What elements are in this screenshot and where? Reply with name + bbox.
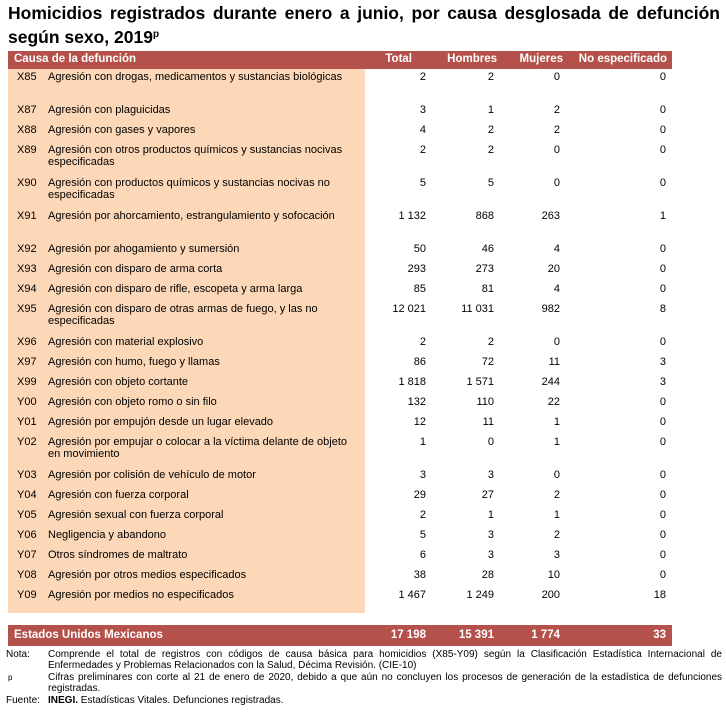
cause-code: Y07	[17, 549, 37, 561]
footer-total: 17 198	[390, 629, 426, 641]
no-especificado-value: 1	[659, 210, 666, 222]
cause-code: Y05	[17, 509, 37, 521]
mujeres-value: 200	[541, 589, 560, 601]
total-value: 1 132	[398, 210, 426, 222]
col-header-no-especificado: No especificado	[578, 53, 667, 65]
total-value: 4	[419, 124, 426, 136]
hombres-value: 2	[487, 71, 494, 83]
no-especificado-value: 0	[659, 283, 666, 295]
mujeres-value: 2	[553, 104, 560, 116]
cause-code: Y01	[17, 416, 37, 428]
table-row	[8, 487, 672, 507]
source-label: Fuente:	[6, 695, 40, 706]
table-row	[8, 414, 672, 434]
cause-description: Agresión con disparo de otras armas de fuego, y las no especificadas	[48, 303, 318, 327]
mujeres-value: 22	[547, 396, 560, 408]
mujeres-value: 4	[553, 243, 560, 255]
table-row	[8, 241, 672, 261]
total-value: 1 818	[398, 376, 426, 388]
footer-no-especificado: 33	[653, 629, 666, 641]
total-value: 38	[413, 569, 426, 581]
no-especificado-value: 0	[659, 509, 666, 521]
footer-mujeres: 1 774	[531, 629, 560, 641]
no-especificado-value: 0	[659, 144, 666, 156]
cause-code: Y02	[17, 436, 37, 448]
hombres-value: 1	[487, 509, 494, 521]
cause-description: Agresión con objeto romo o sin filo	[48, 396, 217, 408]
no-especificado-value: 0	[659, 336, 666, 348]
total-value: 6	[419, 549, 426, 561]
cause-description: Agresión con disparo de rifle, escopeta y arma larga	[48, 283, 303, 295]
total-value: 2	[419, 144, 426, 156]
mujeres-value: 1	[553, 416, 560, 428]
cause-description: Agresión con objeto cortante	[48, 376, 189, 388]
total-value: 132	[407, 396, 426, 408]
table-row	[8, 142, 672, 175]
no-especificado-value: 8	[659, 303, 666, 315]
cause-description: Agresión por ahogamiento y sumersión	[48, 243, 240, 255]
cause-code: X95	[17, 303, 37, 315]
title-superscript: p	[152, 29, 160, 40]
cause-code: Y04	[17, 489, 37, 501]
no-especificado-value: 0	[659, 124, 666, 136]
total-value: 5	[419, 529, 426, 541]
col-header-hombres: Hombres	[447, 53, 497, 65]
table-row	[8, 374, 672, 394]
footer-label: Estados Unidos Mexicanos	[14, 629, 163, 641]
cause-code: Y09	[17, 589, 37, 601]
source-org: INEGI.	[48, 695, 79, 706]
mujeres-value: 2	[553, 529, 560, 541]
hombres-value: 868	[475, 210, 494, 222]
cause-description: Agresión por medios no especificados	[48, 589, 234, 601]
source-note	[6, 695, 722, 706]
cause-code: X97	[17, 356, 37, 368]
total-value: 293	[407, 263, 426, 275]
hombres-value: 1	[487, 104, 494, 116]
mujeres-value: 1	[553, 436, 560, 448]
hombres-value: 2	[487, 336, 494, 348]
hombres-value: 110	[476, 396, 494, 408]
cause-code: X85	[17, 71, 37, 83]
page-title	[8, 3, 720, 48]
table-body	[8, 69, 672, 613]
total-value: 85	[413, 283, 426, 295]
hombres-value: 27	[481, 489, 494, 501]
table-row	[8, 354, 672, 374]
hombres-value: 81	[481, 283, 494, 295]
table-row	[8, 102, 672, 122]
mujeres-value: 3	[553, 549, 560, 561]
hombres-value: 5	[487, 177, 494, 189]
hombres-value: 0	[487, 436, 494, 448]
mujeres-value: 11	[548, 356, 560, 368]
cause-description: Otros síndromes de maltrato	[48, 549, 188, 561]
cause-code: X94	[17, 283, 37, 295]
table-row	[8, 587, 672, 607]
mujeres-value: 1	[553, 509, 560, 521]
total-value: 1	[419, 436, 426, 448]
hombres-value: 2	[487, 124, 494, 136]
note-label: Nota:	[6, 649, 30, 660]
note-nota	[6, 649, 722, 671]
no-especificado-value: 0	[659, 177, 666, 189]
table-row	[8, 507, 672, 527]
cause-code: X93	[17, 263, 37, 275]
hombres-value: 11	[482, 416, 494, 428]
hombres-value: 3	[487, 549, 494, 561]
no-especificado-value: 0	[659, 469, 666, 481]
hombres-value: 1 249	[466, 589, 494, 601]
mujeres-value: 263	[541, 210, 560, 222]
cause-description: Agresión sexual con fuerza corporal	[48, 509, 224, 521]
table-row	[8, 175, 672, 208]
cause-description: Agresión por colisión de vehículo de motor	[48, 469, 256, 481]
cause-description: Agresión con productos químicos y sustancias nocivas no especificadas	[48, 177, 330, 201]
cause-description: Agresión con fuerza corporal	[48, 489, 189, 501]
hombres-value: 11 031	[461, 303, 494, 315]
cause-description: Agresión con disparo de arma corta	[48, 263, 223, 275]
no-especificado-value: 0	[659, 489, 666, 501]
hombres-value: 273	[475, 263, 494, 275]
note-text: Comprende el total de registros con códigos de causa básica para homicidios (X85-Y09) según la Clasificación Estadística Internacional de Enfermedades y Problemas Relacionados con la Salud, Décima Revisión. (CIE-10)	[48, 649, 722, 671]
mujeres-value: 982	[541, 303, 560, 315]
table-row	[8, 122, 672, 142]
total-value: 86	[413, 356, 426, 368]
no-especificado-value: 3	[659, 356, 666, 368]
cause-code: X96	[17, 336, 37, 348]
data-table	[8, 51, 672, 641]
total-value: 3	[419, 104, 426, 116]
cause-code: Y06	[17, 529, 37, 541]
cause-code: Y00	[17, 396, 37, 408]
table-row	[8, 527, 672, 547]
total-value: 12	[413, 416, 426, 428]
table-row	[8, 69, 672, 102]
total-value: 2	[419, 71, 426, 83]
mujeres-value: 2	[553, 124, 560, 136]
cause-code: X91	[17, 210, 37, 222]
no-especificado-value: 0	[659, 436, 666, 448]
table-row	[8, 547, 672, 567]
no-especificado-value: 0	[659, 549, 666, 561]
note-label: p	[8, 673, 13, 682]
cause-code: X87	[17, 104, 37, 116]
mujeres-value: 10	[547, 569, 560, 581]
cause-code: X90	[17, 177, 37, 189]
title-text: Homicidios registrados durante enero a junio, por causa desglosada de defunción según sexo, 2019	[8, 3, 720, 47]
no-especificado-value: 0	[659, 529, 666, 541]
col-header-mujeres: Mujeres	[519, 53, 563, 65]
mujeres-value: 20	[547, 263, 560, 275]
cause-code: X88	[17, 124, 37, 136]
note-text: Cifras preliminares con corte al 21 de enero de 2020, debido a que aún no concluyen los procesos de generación de la estadística de defunciones registradas.	[48, 672, 722, 694]
source-text	[48, 695, 722, 706]
total-value: 29	[413, 489, 426, 501]
table-row	[8, 208, 672, 241]
no-especificado-value: 0	[659, 569, 666, 581]
total-value: 1 467	[398, 589, 426, 601]
no-especificado-value: 0	[659, 104, 666, 116]
hombres-value: 3	[487, 469, 494, 481]
table-row	[8, 567, 672, 587]
no-especificado-value: 18	[653, 589, 666, 601]
mujeres-value: 0	[553, 336, 560, 348]
mujeres-value: 2	[553, 489, 560, 501]
notes-section	[6, 649, 722, 707]
hombres-value: 1 571	[466, 376, 494, 388]
mujeres-value: 0	[553, 469, 560, 481]
table-header	[8, 51, 672, 69]
source-description: Estadísticas Vitales. Defunciones registradas.	[78, 695, 284, 706]
cause-description: Negligencia y abandono	[48, 529, 167, 541]
table-row	[8, 334, 672, 354]
total-value: 2	[419, 509, 426, 521]
no-especificado-value: 0	[659, 263, 666, 275]
total-value: 3	[419, 469, 426, 481]
hombres-value: 72	[481, 356, 494, 368]
hombres-value: 3	[487, 529, 494, 541]
cause-description: Agresión por ahorcamiento, estrangulamiento y sofocación	[48, 210, 335, 222]
cause-description: Agresión con plaguicidas	[48, 104, 171, 116]
mujeres-value: 244	[541, 376, 560, 388]
no-especificado-value: 0	[659, 71, 666, 83]
cause-description: Agresión por empujón desde un lugar elevado	[48, 416, 274, 428]
cause-code: X92	[17, 243, 37, 255]
hombres-value: 46	[481, 243, 494, 255]
col-header-total: Total	[385, 53, 412, 65]
total-value: 50	[413, 243, 426, 255]
col-header-causa: Causa de la defunción	[14, 53, 137, 65]
no-especificado-value: 0	[659, 396, 666, 408]
cause-code: X89	[17, 144, 37, 156]
note-preliminar	[6, 672, 722, 694]
hombres-value: 28	[481, 569, 494, 581]
no-especificado-value: 0	[659, 243, 666, 255]
table-footer	[8, 625, 672, 646]
table-row	[8, 434, 672, 467]
cause-description: Agresión con humo, fuego y llamas	[48, 356, 220, 368]
mujeres-value: 0	[553, 144, 560, 156]
hombres-value: 2	[487, 144, 494, 156]
cause-code: Y08	[17, 569, 37, 581]
mujeres-value: 4	[553, 283, 560, 295]
cause-description: Agresión por otros medios especificados	[48, 569, 247, 581]
total-value: 2	[419, 336, 426, 348]
table-row	[8, 301, 672, 334]
cause-description: Agresión por empujar o colocar a la víctima delante de objeto en movimiento	[48, 436, 348, 460]
table-row	[8, 261, 672, 281]
table-row	[8, 281, 672, 301]
total-value: 5	[419, 177, 426, 189]
footer-hombres: 15 391	[458, 629, 494, 641]
mujeres-value: 0	[553, 71, 560, 83]
cause-description: Agresión con otros productos químicos y sustancias nocivas especificadas	[48, 144, 343, 168]
total-value: 12 021	[392, 303, 426, 315]
no-especificado-value: 3	[659, 376, 666, 388]
mujeres-value: 0	[553, 177, 560, 189]
cause-description: Agresión con drogas, medicamentos y sustancias biológicas	[48, 71, 343, 83]
cause-description: Agresión con material explosivo	[48, 336, 204, 348]
table-row	[8, 467, 672, 487]
cause-code: Y03	[17, 469, 37, 481]
cause-description: Agresión con gases y vapores	[48, 124, 196, 136]
cause-code: X99	[17, 376, 37, 388]
table-row	[8, 394, 672, 414]
no-especificado-value: 0	[659, 416, 666, 428]
